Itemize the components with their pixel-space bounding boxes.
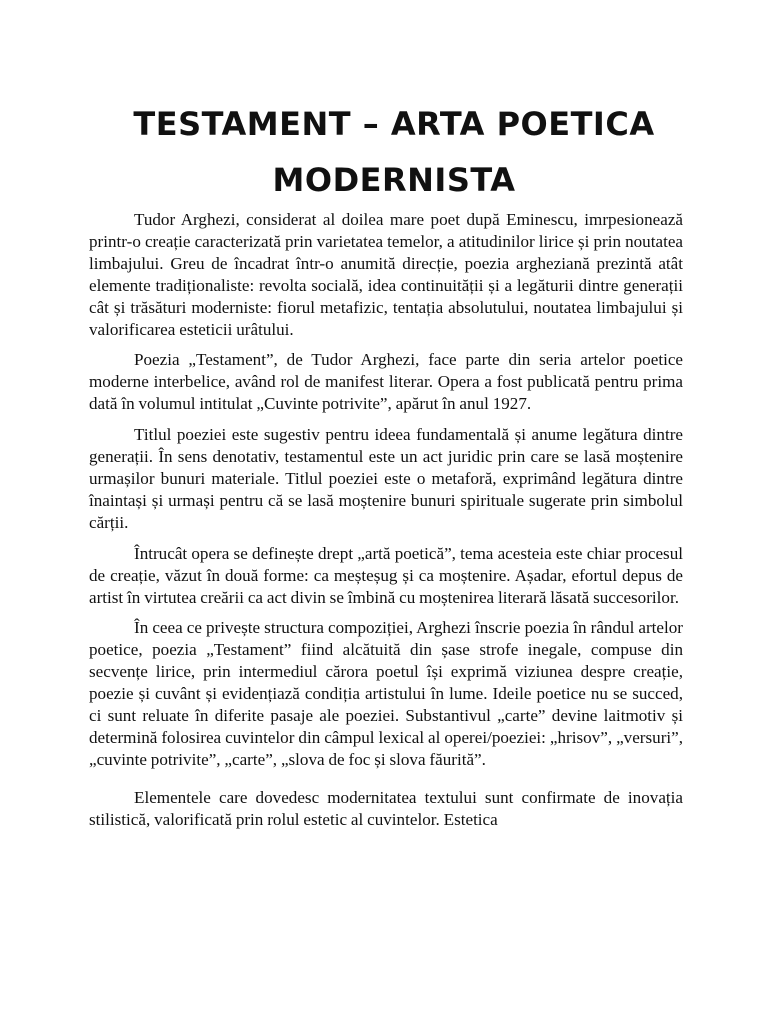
paragraph-publication: Poezia „Testament”, de Tudor Arghezi, face parte din seria artelor poetice moderne interbelice, având rol de manifest literar. Opera a fost publicată pentru prima dată în volumul intitulat „Cuvinte potrivite”, apărut în anul 1927. [89, 350, 683, 414]
paragraph-theme: Întrucât opera se definește drept „artă poetică”, tema acesteia este chiar procesul de creație, văzut în două forme: ca meșteșug și ca moștenire. Așadar, efortul depus de artist în virtutea creării ca act divin se îmbină cu moștenirea literară lăsată succesorilor. [89, 543, 683, 607]
title-line-2: MODERNISTA [272, 161, 516, 199]
paragraph-title-meaning: Titlul poeziei este sugestiv pentru ideea fundamentală și anume legătura dintre generații. În sens denotativ, testamentul este un act juridic prin care se lasă moștenire urmașilor bunuri materiale. Titlul poeziei este o metaforă, exprimând legătura dintre înaintași și urmași pentru că se lasă moștenire bunuri spirituale sugerate prin simbolul cărții. [89, 425, 683, 532]
paragraph-structure: În ceea ce privește structura compoziției, Arghezi înscrie poezia în rândul artelor poetice, poezia „Testament” fiind alcătuită din șase strofe inegale, compuse din secvențe lirice, prin intermediul cărora poetul își exprimă viziunea despre creație, poezie și cuvânt și evidențiază condiția artistului în lume. Ideile poetice nu se succed, ci sunt reluate în diferite pasaje ale poeziei. Substantivul „carte” devine laitmotiv și determină folosirea cuvintelor din câmpul lexical al operei/poeziei: „hrisov”, „versuri”, „cuvinte potrivite”, „carte”, „slova de foc și slova făurită”. [89, 618, 683, 769]
paragraph-intro: Tudor Arghezi, considerat al doilea mare poet după Eminescu, imrpesionează printr-o creație caracterizată prin varietatea temelor, a atitudinilor lirice și prin noutatea limbajului. Greu de încadrat într-o anumită direcție, poezia argheziană prezintă atât elemente tradiționaliste: revolta socială, idea continuității și a legăturii dintre generații cât și trăsături moderniste: fiorul metafizic, tentația absolutului, noutatea limbajului și valorificarea esteticii urâtului. [89, 210, 683, 339]
paragraph-modernity: Elementele care dovedesc modernitatea textului sunt confirmate de inovația stilistică, valorificată prin rolul estetic al cuvintelor. Estetica [89, 787, 683, 829]
document-body [89, 209, 683, 831]
title-line-1: TESTAMENT – ARTA POETICA [133, 105, 655, 143]
document-title [60, 96, 728, 208]
